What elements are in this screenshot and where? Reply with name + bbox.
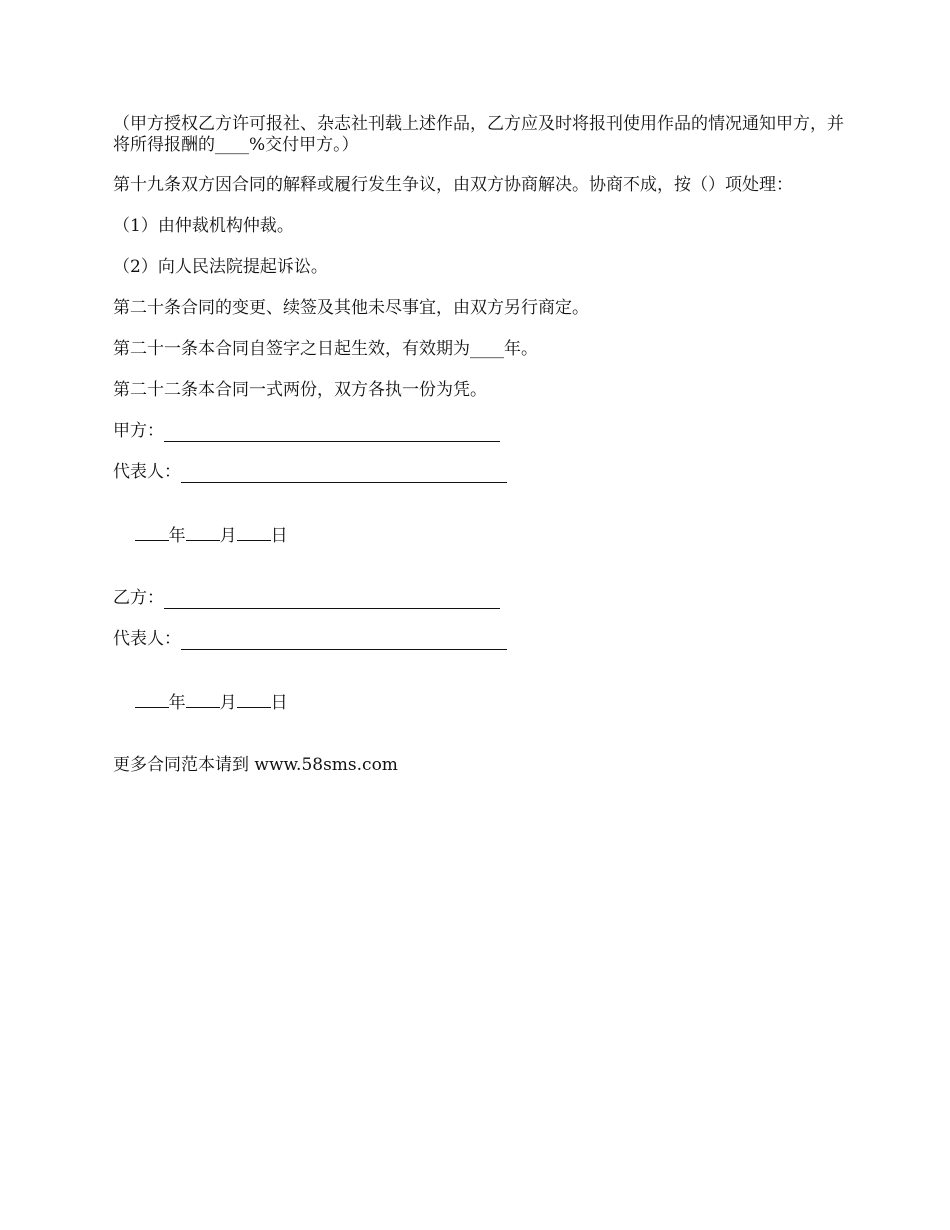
- rep-a-signature-line: [181, 466, 507, 483]
- day-label: 日: [270, 526, 288, 546]
- clause-19: 第十九条双方因合同的解释或履行发生争议，由双方协商解决。协商不成，按（）项处理：: [113, 175, 793, 195]
- party-b-date: [113, 670, 853, 735]
- clause-19-option-2: （2）向人民法院提起诉讼。: [113, 257, 328, 277]
- year-blank: [135, 691, 169, 708]
- month-blank: [186, 691, 220, 708]
- footer-link-text: 更多合同范本请到 www.58sms.com: [113, 755, 398, 775]
- day-blank: [237, 691, 271, 708]
- rep-b-label: 代表人：: [113, 629, 181, 649]
- party-a-signature: [113, 421, 853, 442]
- month-blank: [186, 524, 220, 541]
- party-b-signature-line: [164, 592, 500, 609]
- year-label: 年: [168, 693, 186, 713]
- clause-21: 第二十一条本合同自签字之日起生效，有效期为____年。: [113, 339, 538, 359]
- party-a-representative: [113, 462, 853, 483]
- clause-19-option-1: （1）由仲裁机构仲裁。: [113, 216, 294, 236]
- day-blank: [237, 524, 271, 541]
- clause-authorization-note: （甲方授权乙方许可报社、杂志社刊载上述作品，乙方应及时将报刊使用作品的情况通知甲方，并将所得报酬的____%交付甲方。）: [113, 114, 844, 155]
- contract-page: [113, 114, 853, 796]
- party-a-signature-line: [164, 425, 500, 442]
- year-label: 年: [168, 526, 186, 546]
- party-b-representative: [113, 629, 853, 650]
- clause-20: 第二十条合同的变更、续签及其他未尽事宜，由双方另行商定。: [113, 298, 589, 318]
- rep-a-label: 代表人：: [113, 462, 181, 482]
- party-a-date: [113, 503, 853, 568]
- rep-b-signature-line: [181, 633, 507, 650]
- month-label: 月: [219, 526, 237, 546]
- party-a-label: 甲方：: [113, 421, 164, 441]
- party-b-label: 乙方：: [113, 588, 164, 608]
- year-blank: [135, 524, 169, 541]
- clause-22: 第二十二条本合同一式两份，双方各执一份为凭。: [113, 380, 487, 400]
- day-label: 日: [270, 693, 288, 713]
- party-b-signature: [113, 588, 853, 609]
- month-label: 月: [219, 693, 237, 713]
